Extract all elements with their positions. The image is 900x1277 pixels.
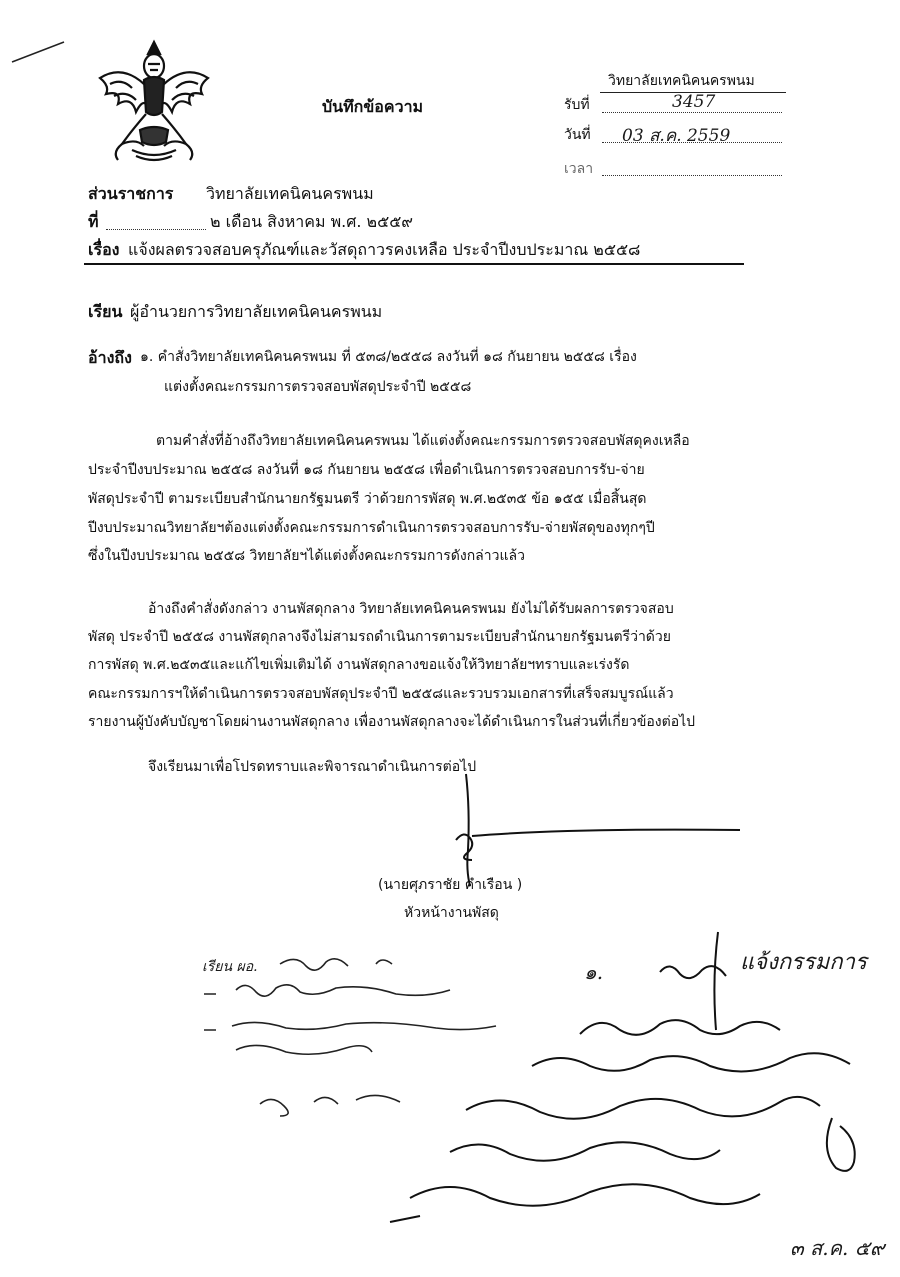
subject-value: แจ้งผลตรวจสอบครุภัณฑ์และวัสดุถาวรคงเหลือ ประจำปีงบประมาณ ๒๕๕๘ (128, 240, 641, 259)
reference-label: อ้างถึง (88, 348, 132, 367)
garuda-emblem (92, 34, 216, 166)
stamp-time-label: เวลา (564, 161, 594, 177)
stamp-date-label: วันที่ (564, 127, 591, 143)
stamp-org: วิทยาลัยเทคนิคนครพนม (608, 73, 755, 89)
stamp-date-value: 03 ส.ค. 2559 (622, 126, 731, 146)
paragraph-1-line-1: ตามคำสั่งที่อ้างถึงวิทยาลัยเทคนิคนครพนม ได้แต่งตั้งคณะกรรมการตรวจสอบพัสดุคงเหลือ (156, 433, 690, 449)
paragraph-1-line-5: ซึ่งในปีงบประมาณ ๒๕๕๘ วิทยาลัยฯได้แต่งตั้งคณะกรรมการดังกล่าวแล้ว (88, 548, 525, 564)
date-line: ๒ เดือน สิงหาคม พ.ศ. ๒๕๕๙ (210, 212, 414, 231)
paragraph-1-line-2: ประจำปีงบประมาณ ๒๕๕๘ ลงวันที่ ๑๘ กันยายน ๒๕๕๘ เพื่อดำเนินการตรวจสอบการรับ-จ่าย (88, 462, 645, 478)
reference-line-1: ๑. คำสั่งวิทยาลัยเทคนิคนครพนม ที่ ๕๓๘/๒๕๕๘ ลงวันที่ ๑๘ กันยายน ๒๕๕๘ เรื่อง (140, 349, 637, 365)
paragraph-2-line-1: อ้างถึงคำสั่งดังกล่าว งานพัสดุกลาง วิทยาลัยเทคนิคนครพนม ยังไม่ได้รับผลการตรวจสอบ (148, 601, 674, 617)
stamp-number-value: 3457 (672, 92, 716, 112)
subject-label: เรื่อง (88, 240, 120, 259)
handwritten-date-note: ๓ ส.ค. ๕๙ (790, 1236, 885, 1260)
ref-dots (106, 229, 206, 230)
signer-name: (นายศุภราชัย คำเรือน ) (378, 877, 523, 893)
department-value: วิทยาลัยเทคนิคนครพนม (206, 184, 374, 203)
handwritten-left-line-1: เรียน ผอ. (202, 959, 258, 975)
signature (450, 770, 750, 890)
stamp-number-dots (602, 112, 782, 113)
handwritten-right-note: แจ้งกรรมการ (740, 950, 867, 975)
reference-line-2: แต่งตั้งคณะกรรมการตรวจสอบพัสดุประจำปี ๒๕๕๘ (164, 379, 472, 395)
handwritten-right-scribble (380, 930, 880, 1230)
to-value: ผู้อำนวยการวิทยาลัยเทคนิคนครพนม (130, 302, 383, 321)
signer-title: หัวหน้างานพัสดุ (404, 905, 499, 921)
paragraph-2-line-4: คณะกรรมการฯให้ดำเนินการตรวจสอบพัสดุประจำปี ๒๕๕๘และรวบรวมเอกสารที่เสร็จสมบูรณ์แล้ว (88, 686, 674, 702)
closing-line: จึงเรียนมาเพื่อโปรดทราบและพิจารณาดำเนินการต่อไป (148, 759, 477, 775)
paragraph-2-line-2: พัสดุ ประจำปี ๒๕๕๘ งานพัสดุกลางจึงไม่สามรถดำเนินการตามระเบียบสำนักนายกรัฐมนตรีว่าด้วย (88, 629, 671, 645)
to-label: เรียน (88, 302, 123, 321)
subject-rule (84, 263, 744, 265)
paragraph-1-line-4: ปีงบประมาณวิทยาลัยฯต้องแต่งตั้งคณะกรรมการดำเนินการตรวจสอบการรับ-จ่ายพัสดุของทุกๆปี (88, 520, 655, 536)
paragraph-2-line-3: การพัสดุ พ.ศ.๒๕๓๕และแก้ไขเพิ่มเติมได้ งานพัสดุกลางขอแจ้งให้วิทยาลัยฯทราบและเร่งรัด (88, 657, 630, 673)
paragraph-2-line-5: รายงานผู้บังคับบัญชาโดยผ่านงานพัสดุกลาง เพื่องานพัสดุกลางจะได้ดำเนินการในส่วนที่เกี่ยวข้องต่อไป (88, 714, 696, 730)
department-label: ส่วนราชการ (88, 184, 174, 203)
stamp-number-label: รับที่ (564, 97, 590, 113)
stray-pen-mark (10, 38, 70, 68)
paragraph-1-line-3: พัสดุประจำปี ตามระเบียบสำนักนายกรัฐมนตรี ว่าด้วยการพัสดุ พ.ศ.๒๕๓๕ ข้อ ๑๕๕ เมื่อสิ้นสุด (88, 491, 647, 507)
ref-label: ที่ (88, 212, 99, 231)
receipt-stamp (560, 70, 796, 182)
memo-heading: บันทึกข้อความ (322, 97, 424, 116)
stamp-time-dots (602, 175, 782, 176)
handwritten-right-number: ๑. (584, 960, 604, 984)
